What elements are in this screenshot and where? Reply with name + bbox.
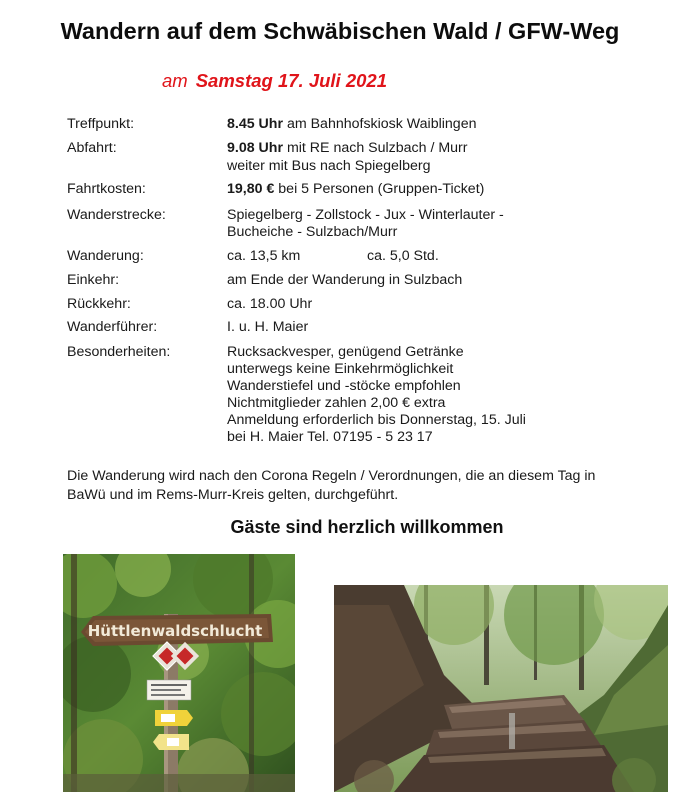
date-value: Samstag 17. Juli 2021	[195, 70, 387, 91]
sign-text: Hüttlenwaldschlucht	[87, 622, 263, 640]
detail-value-bold: 19,80 €	[227, 181, 275, 197]
detail-label: Wanderung:	[67, 248, 144, 264]
detail-value: ca. 18.00 Uhr	[227, 296, 313, 312]
detail-duration: ca. 5,0 Std.	[367, 248, 439, 264]
detail-label: Besonderheiten:	[67, 344, 171, 360]
detail-label: Wanderführer:	[67, 319, 158, 335]
detail-value-rest: bei 5 Personen (Gruppen-Ticket)	[274, 181, 485, 197]
detail-value-line2: Bucheiche - Sulzbach/Murr	[227, 224, 398, 240]
detail-label: Rückkehr:	[67, 296, 131, 312]
detail-value-line: Nichtmitglieder zahlen 2,00 € extra	[227, 395, 446, 411]
detail-value-bold: 9.08 Uhr	[227, 140, 283, 156]
detail-value	[227, 115, 627, 133]
corona-note	[67, 467, 667, 504]
detail-label: Wanderstrecke:	[67, 207, 166, 223]
detail-label: Treffpunkt:	[67, 116, 135, 132]
detail-value	[227, 180, 627, 198]
detail-value: I. u. H. Maier	[227, 319, 309, 335]
detail-value-line: bei H. Maier Tel. 07195 - 5 23 17	[227, 429, 433, 445]
gorge-photo	[334, 585, 668, 792]
detail-value-rest: am Bahnhofskiosk Waiblingen	[283, 116, 477, 132]
date-prefix: am	[162, 70, 188, 91]
detail-value-line: Wanderstiefel und -stöcke empfohlen	[227, 378, 461, 394]
corona-note-line: Die Wanderung wird nach den Corona Regeln / Verordnungen, die an diesem Tag in	[67, 468, 596, 484]
detail-label: Einkehr:	[67, 272, 120, 288]
event-date	[162, 70, 387, 92]
detail-value	[227, 139, 627, 157]
signpost-photo	[63, 554, 295, 792]
detail-value-rest: mit RE nach Sulzbach / Murr	[283, 140, 468, 156]
detail-value-bold: 8.45 Uhr	[227, 116, 283, 132]
page-title: Wandern auf dem Schwäbischen Wald / GFW-Weg	[60, 18, 620, 44]
detail-value: Spiegelberg - Zollstock - Jux - Winterlauter -	[227, 207, 504, 223]
detail-value-line: unterwegs keine Einkehrmöglichkeit	[227, 361, 454, 377]
detail-label: Abfahrt:	[67, 140, 117, 156]
detail-value-line2: weiter mit Bus nach Spiegelberg	[227, 158, 431, 174]
detail-distance: ca. 13,5 km	[227, 248, 301, 264]
detail-label: Fahrtkosten:	[67, 181, 146, 197]
detail-value-line: Rucksackvesper, genügend Getränke	[227, 344, 464, 360]
corona-note-line: BaWü und im Rems-Murr-Kreis gelten, durchgeführt.	[67, 486, 399, 503]
detail-value-line: Anmeldung erforderlich bis Donnerstag, 15. Juli	[227, 412, 526, 428]
detail-value	[227, 247, 627, 265]
welcome-heading: Gäste sind herzlich willkommen	[230, 517, 504, 537]
detail-value: am Ende der Wanderung in Sulzbach	[227, 272, 463, 288]
